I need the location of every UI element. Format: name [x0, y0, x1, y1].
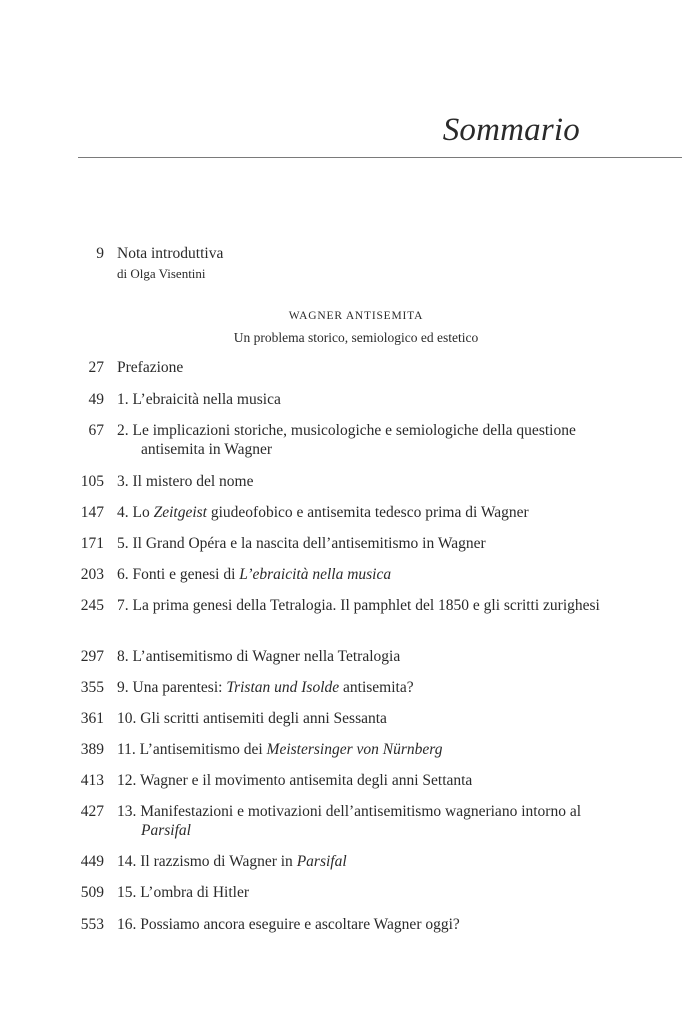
entry-title: 15. L’ombra di Hitler	[117, 884, 250, 901]
page-number: 297	[80, 648, 104, 665]
entry-title: 3. Il mistero del nome	[117, 473, 254, 490]
entry-title: 8. L’antisemitismo di Wagner nella Tetralogia	[117, 648, 401, 665]
page-title: Sommario	[442, 112, 580, 148]
entry-title: 11. L’antisemitismo dei Meistersinger von Nürnberg	[117, 741, 443, 758]
page-number: 147	[80, 504, 104, 521]
page-number: 389	[80, 741, 104, 758]
page-number: 553	[80, 916, 104, 933]
page-number: 171	[80, 535, 104, 552]
entry-title: 10. Gli scritti antisemiti degli anni Sessanta	[117, 710, 387, 727]
entry-title: 16. Possiamo ancora eseguire e ascoltare Wagner oggi?	[117, 916, 460, 933]
page-number: 413	[80, 772, 104, 789]
page-number: 361	[80, 710, 104, 727]
entry-title: 6. Fonti e genesi di L’ebraicità nella musica	[117, 566, 392, 583]
entry-title: 2. Le implicazioni storiche, musicologiche e semiologiche della questione antisemita in Wagner	[117, 422, 576, 458]
entry-title: 12. Wagner e il movimento antisemita degli anni Settanta	[117, 772, 473, 789]
entry-title: 13. Manifestazioni e motivazioni dell’antisemitismo wagneriano intorno al Parsifal	[117, 803, 582, 839]
section-title: WAGNER ANTISEMITA	[288, 310, 424, 322]
page-number: 245	[80, 597, 104, 614]
page-number: 203	[80, 566, 104, 583]
section-subtitle: Un problema storico, semiologico ed estetico	[233, 330, 479, 345]
entry-title: 5. Il Grand Opéra e la nascita dell’antisemitismo in Wagner	[117, 535, 486, 552]
page-number: 449	[80, 853, 104, 870]
entry-title: 4. Lo Zeitgeist giudeofobico e antisemita tedesco prima di Wagner	[117, 504, 529, 521]
intro-author: di Olga Visentini	[117, 266, 206, 281]
entry-title: Prefazione	[117, 359, 184, 376]
entry-title: Nota introduttiva	[117, 245, 224, 262]
entry-title: 9. Una parentesi: Tristan und Isolde antisemita?	[117, 679, 414, 696]
entry-title: 1. L’ebraicità nella musica	[117, 391, 281, 408]
page-number: 427	[80, 803, 104, 820]
page-number: 49	[88, 391, 104, 408]
entry-title: 14. Il razzismo di Wagner in Parsifal	[117, 853, 347, 870]
page-number: 509	[80, 884, 104, 901]
page-number: 9	[96, 245, 104, 262]
page-number: 355	[80, 679, 104, 696]
page-number: 67	[88, 422, 104, 439]
entry-title: 7. La prima genesi della Tetralogia. Il pamphlet del 1850 e gli scritti zurighesi	[117, 597, 600, 614]
page-number: 105	[80, 473, 104, 490]
title-rule	[78, 157, 682, 158]
page-number: 27	[88, 359, 104, 376]
